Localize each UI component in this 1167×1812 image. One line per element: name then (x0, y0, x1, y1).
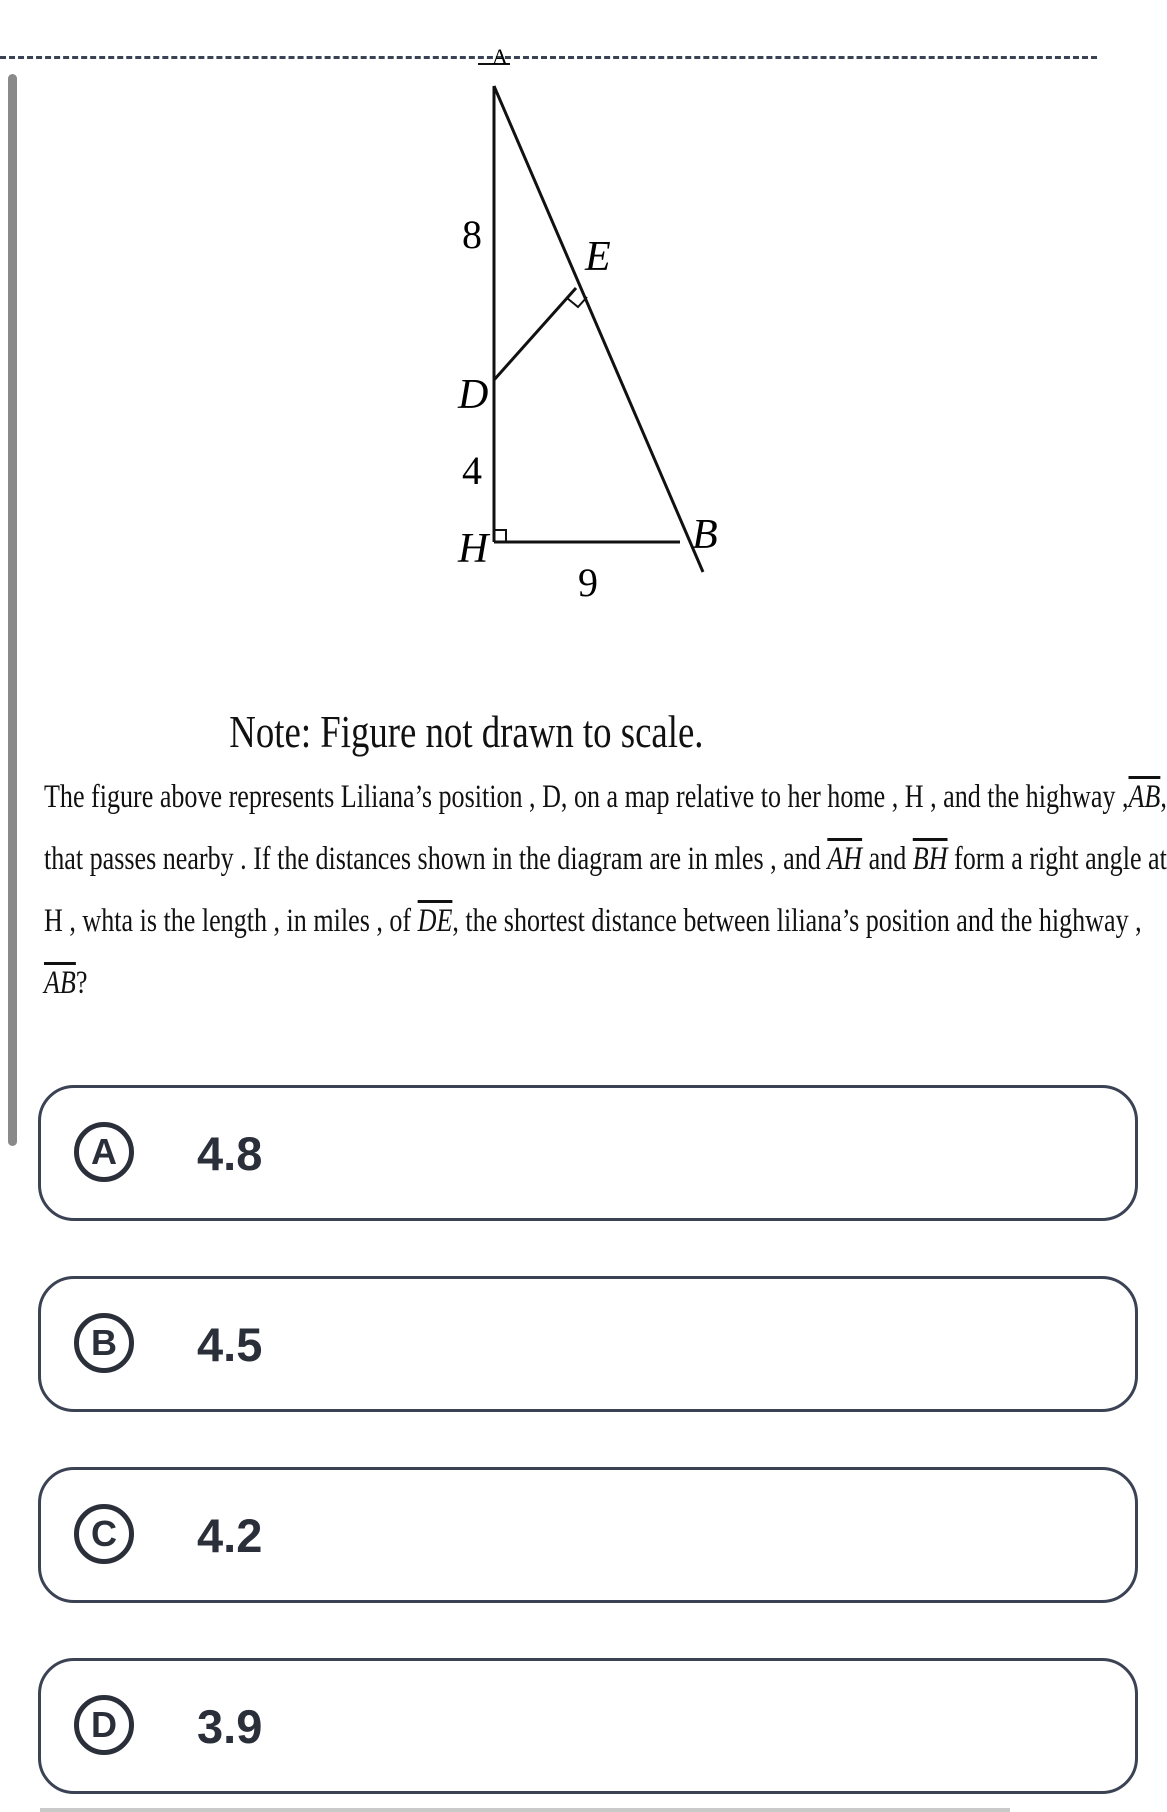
segment-ab-highway (494, 86, 703, 572)
label-length-dh: 4 (462, 448, 482, 493)
bottom-divider (40, 1808, 1010, 1812)
figure-note: Note: Figure not drawn to scale. (229, 706, 704, 757)
question-line-3: H , whta is the length , in miles , of $\overline{DE}$, the shortest distance between liliana’s position and the highway , (44, 903, 1142, 939)
question-text (44, 770, 1167, 1018)
choice-b-letter-badge: B (74, 1313, 134, 1373)
choice-a-button[interactable] (38, 1085, 1138, 1221)
label-point-h: H (458, 526, 489, 572)
triangle-figure (0, 0, 1097, 640)
label-length-ad: 8 (462, 212, 482, 257)
label-point-d: D (458, 372, 489, 418)
choice-a-letter-badge: A (74, 1122, 134, 1182)
label-length-hb: 9 (578, 560, 598, 605)
choice-c-letter-badge: C (74, 1504, 134, 1564)
choice-a-value: 4.8 (197, 1127, 263, 1180)
question-line-2: that passes nearby . If the distances shown in the diagram are in mles , and $\overline{AH}$ and $\overline{BH}$ form a right angle at (44, 841, 1167, 877)
choice-d-value: 3.9 (197, 1700, 263, 1753)
choice-b-value: 4.5 (197, 1318, 263, 1371)
segment-de (494, 288, 576, 380)
right-angle-mark-h (494, 530, 506, 542)
choice-d-letter-badge: D (74, 1695, 134, 1755)
choice-c-value: 4.2 (197, 1509, 263, 1562)
segment-bh-label: $\overline{BH}$ (912, 841, 948, 877)
segment-de-label: $\overline{DE}$ (417, 903, 453, 939)
label-point-b: B (692, 512, 718, 558)
label-point-a: A (492, 44, 508, 69)
choice-d-button[interactable] (38, 1658, 1138, 1794)
segment-ab-label-2: $\overline{AB}$ (44, 965, 76, 1001)
segment-ab-label: $\overline{AB}$ (1128, 779, 1161, 815)
choice-b-button[interactable] (38, 1276, 1138, 1412)
question-line-4: $\overline{AB}$? (44, 965, 88, 1001)
question-line-1: The figure above represents Liliana’s position , D, on a map relative to her home , H , and the highway $,\overline{AB}$, (44, 779, 1167, 815)
label-point-e: E (585, 234, 611, 280)
choice-c-button[interactable] (38, 1467, 1138, 1603)
segment-ah-label: $\overline{AH}$ (827, 841, 863, 877)
